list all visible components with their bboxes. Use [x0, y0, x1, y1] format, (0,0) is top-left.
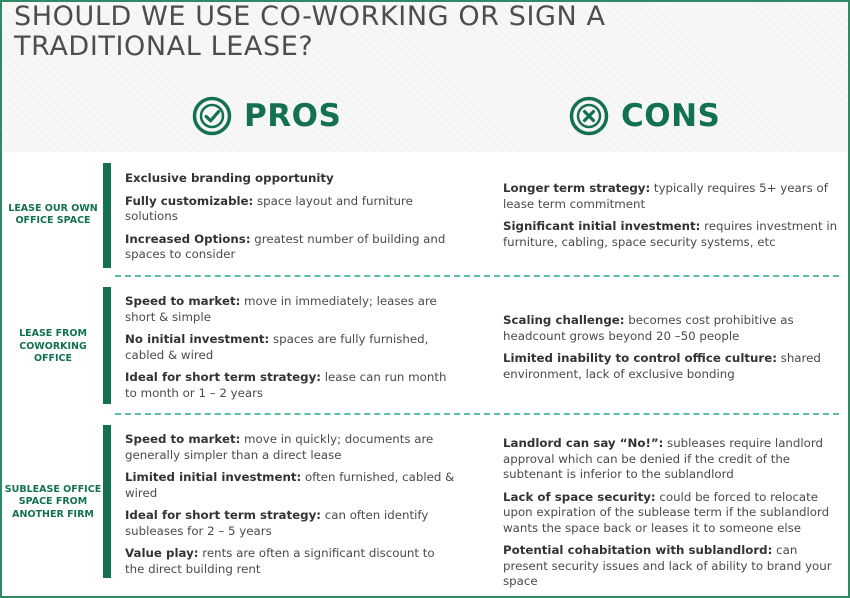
row-divider: [115, 275, 839, 277]
row-divider: [115, 413, 839, 415]
pros-cell-coworking: [125, 294, 455, 408]
pro-item: Fully customizable: space layout and furniture solutions: [125, 193, 413, 223]
title-line-2: TRADITIONAL LEASE?: [14, 31, 314, 62]
pro-item: Value play: rents are often a significant discount to the direct building rent: [125, 546, 435, 576]
cons-cell-sublease: [503, 436, 839, 597]
pro-item: No initial investment: spaces are fully furnished, cabled & wired: [125, 332, 429, 362]
pros-header: [192, 95, 341, 137]
con-item: Lack of space security: could be forced to relocate upon expiration of the sublease term if the sublandlord wants the space back or leases it to someone else: [503, 489, 830, 535]
pro-item: Ideal for short term strategy: lease can run month to month or 1 – 2 years: [125, 370, 447, 400]
row-label-coworking: LEASE FROM COWORKING OFFICE: [19, 328, 87, 365]
row-bar-coworking: [103, 287, 111, 404]
cons-cell-own-office: [503, 181, 839, 257]
check-circle-icon: [192, 96, 232, 136]
pro-item: Ideal for short term strategy: can often identify subleases for 2 – 5 years: [125, 508, 429, 538]
page-title: [14, 2, 606, 62]
con-item: Longer term strategy: typically requires 5+ years of lease term commitment: [503, 181, 828, 211]
row-bar-own-office: [103, 163, 111, 268]
row-label-own-office: LEASE OUR OWN OFFICE SPACE: [8, 202, 98, 226]
con-item: Potential cohabitation with sublandlord: can present security issues and lack of ability to brand your space: [503, 543, 832, 588]
cons-header: [569, 95, 720, 137]
x-circle-icon: [569, 96, 609, 136]
pros-cell-sublease: [125, 432, 455, 584]
pro-item: Speed to market: move in immediately; leases are short & simple: [125, 294, 437, 324]
row-label-sublease: SUBLEASE OFFICE SPACE FROM ANOTHER FIRM: [4, 483, 102, 520]
cons-cell-coworking: [503, 313, 823, 389]
pro-item: Limited initial investment: often furnished, cabled & wired: [125, 470, 455, 500]
cons-label: CONS: [621, 98, 721, 134]
pros-cell-own-office: [125, 171, 455, 270]
con-item: Scaling challenge: becomes cost prohibitive as headcount grows beyond 20 –50 people: [503, 313, 794, 343]
con-item: Limited inability to control office culture: shared environment, lack of exclusive bonding: [503, 351, 821, 381]
pro-item: Increased Options: greatest number of building and spaces to consider: [125, 231, 446, 261]
row-bar-sublease: [103, 425, 111, 578]
pro-item: Exclusive branding opportunity: [125, 171, 334, 185]
con-item: Landlord can say “No!”: subleases require landlord approval which can be denied if the credit of the subtenant is inferior to the sublandlord: [503, 436, 824, 481]
pro-item: Speed to market: move in quickly; documents are generally simpler than a direct lease: [125, 432, 434, 462]
pros-label: PROS: [244, 98, 342, 134]
con-item: Significant initial investment: requires investment in furniture, cabling, space security systems, etc: [503, 219, 838, 249]
title-line-1: SHOULD WE USE CO-WORKING OR SIGN A: [14, 1, 606, 32]
